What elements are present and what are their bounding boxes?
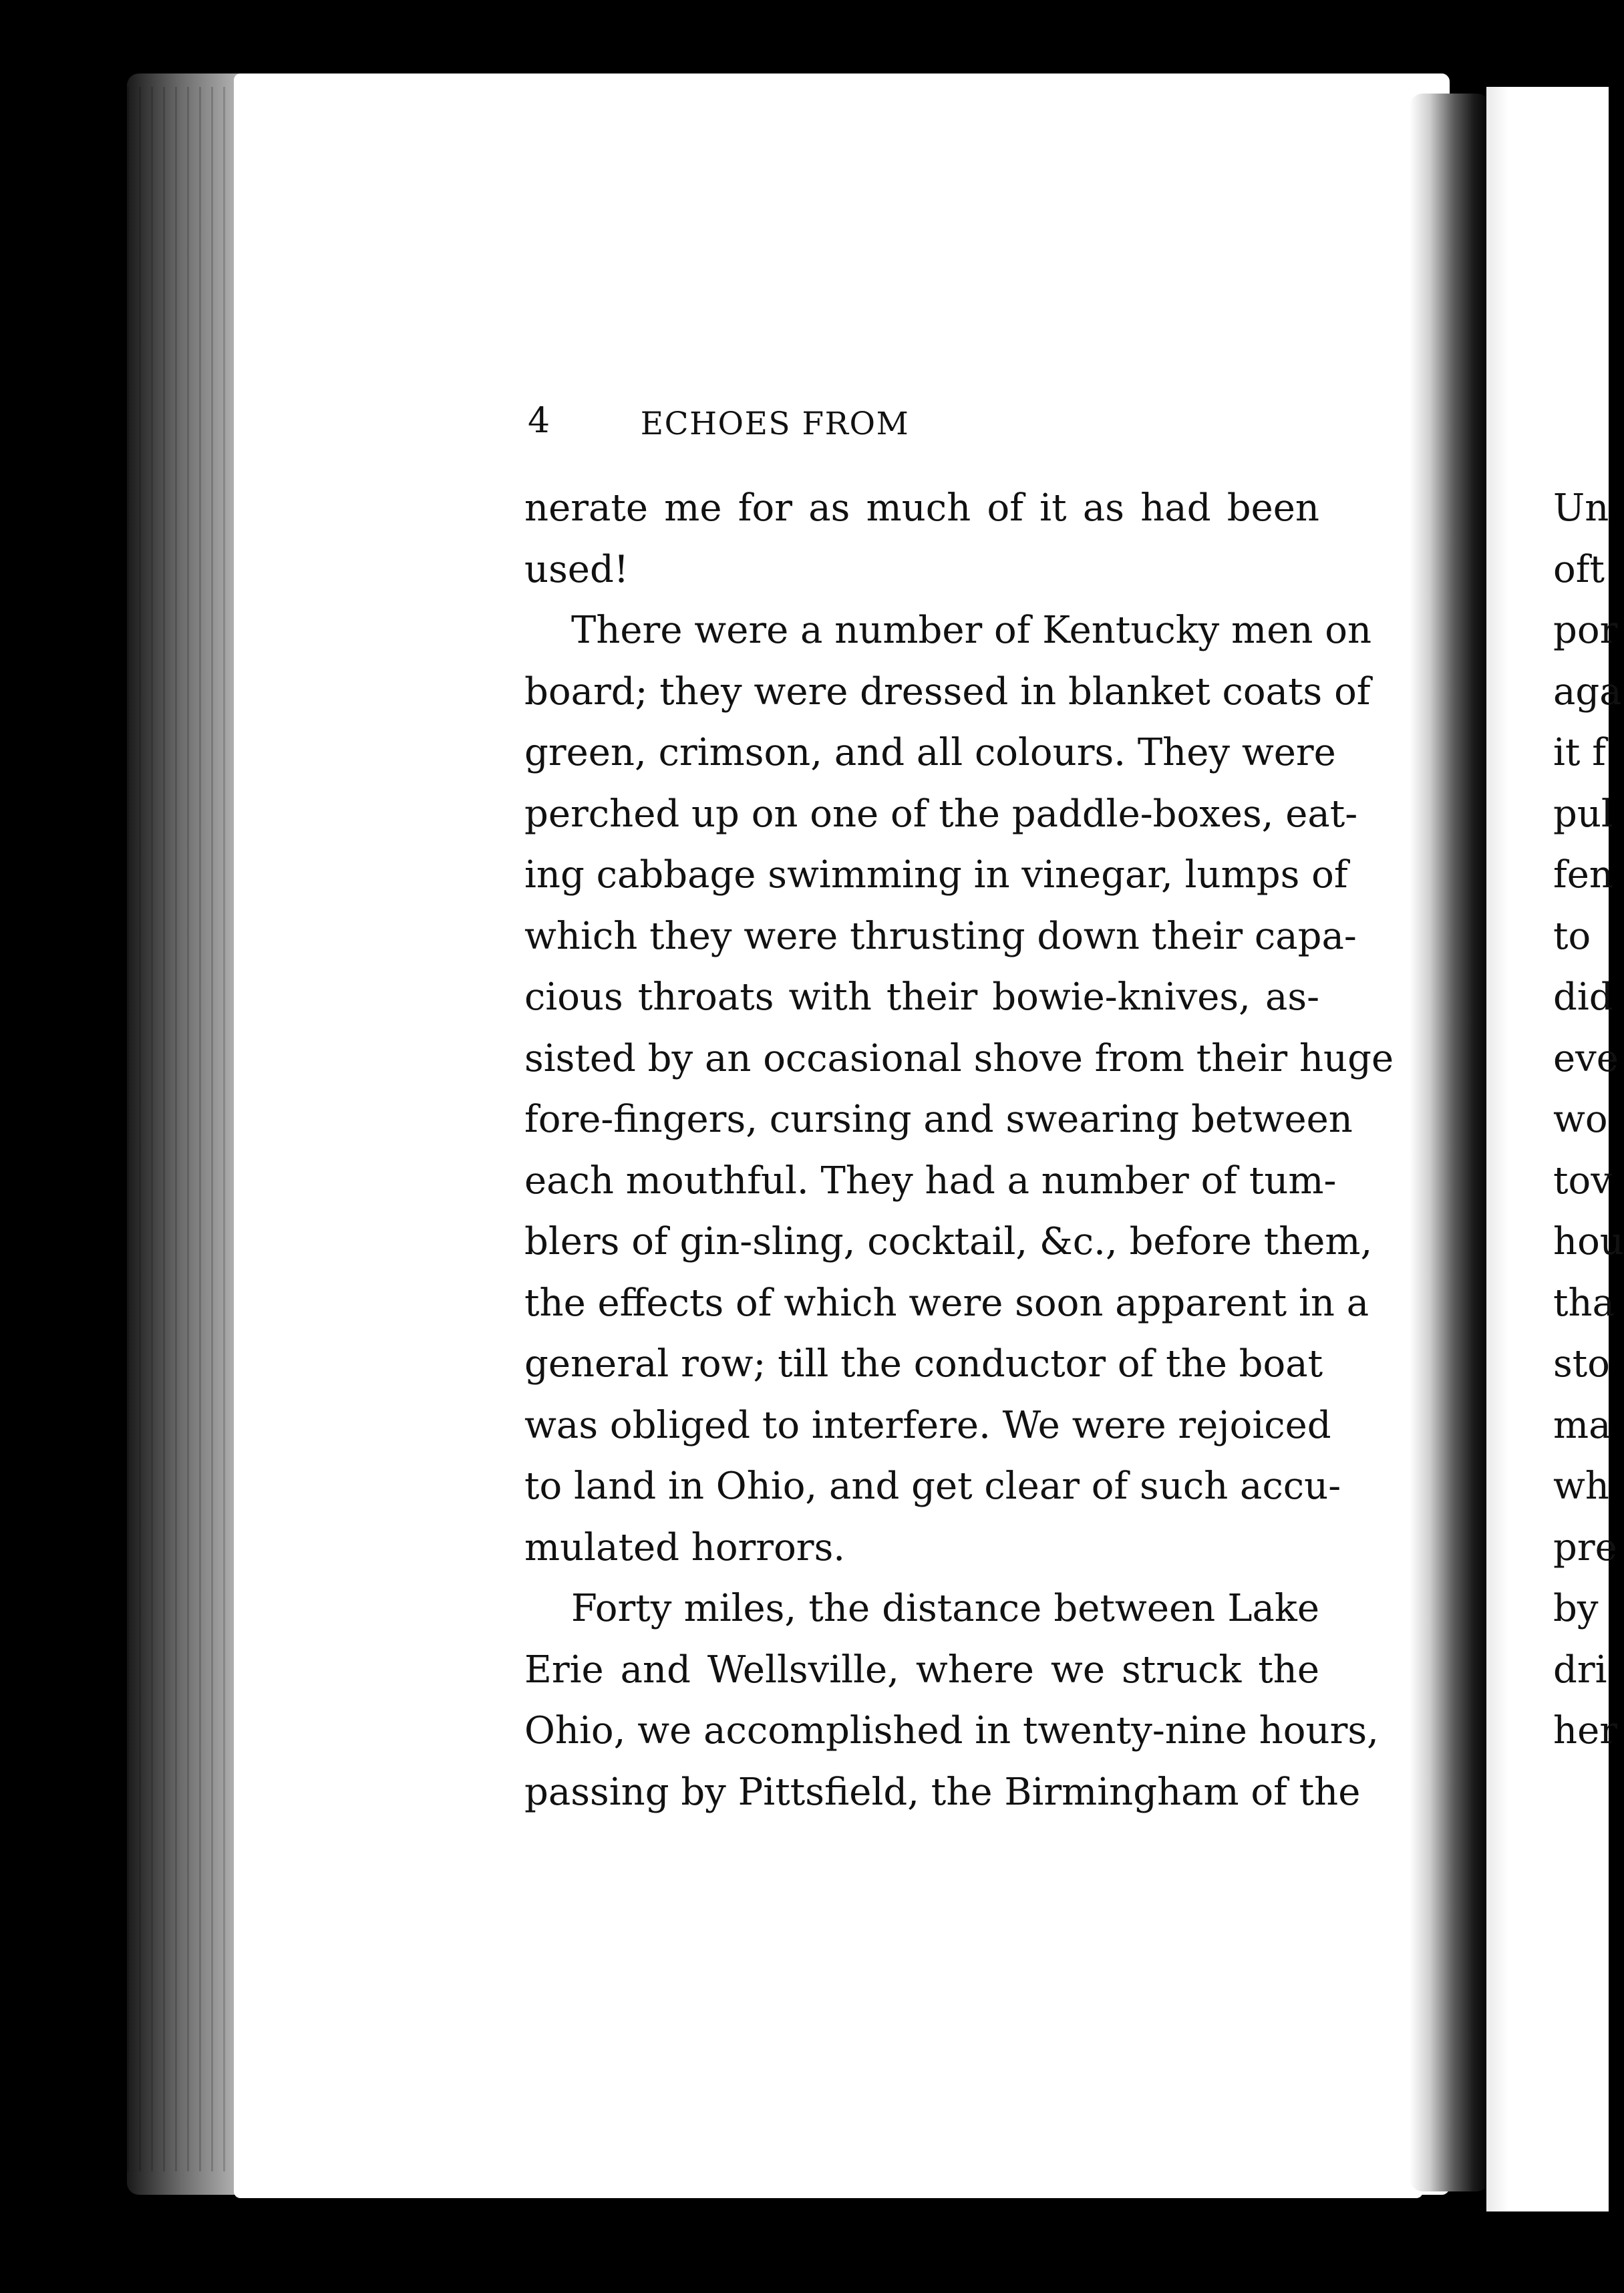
text-line: which they were thrusting down their capa-	[524, 914, 1357, 958]
text-line: Ohio, we accomplished in twenty-nine hours,	[524, 1709, 1379, 1752]
text-line: board; they were dressed in blanket coats of	[524, 669, 1371, 714]
facing-page-line-fragment: dri	[1553, 1648, 1607, 1692]
body-text	[524, 478, 1394, 1823]
text-line: passing by Pittsfield, the Birmingham of the	[524, 1770, 1361, 1814]
facing-page-line-fragment: hou	[1553, 1220, 1624, 1263]
text-line: blers of gin-sling, cocktail, &c., before them,	[524, 1220, 1373, 1263]
facing-page-line-fragment: sto	[1553, 1342, 1610, 1386]
facing-page-line-fragment: Un	[1553, 486, 1609, 530]
facing-page-line-fragment: to	[1553, 914, 1591, 958]
facing-page-line-fragment: pre	[1553, 1525, 1617, 1569]
text-line: was obliged to interfere. We were rejoiced	[524, 1403, 1331, 1447]
book-gutter	[1410, 94, 1490, 2191]
text-line: mulated horrors.	[524, 1525, 846, 1569]
facing-page-line-fragment: her	[1553, 1709, 1617, 1752]
facing-page-line-fragment: oft	[1553, 547, 1605, 591]
facing-page-fragments	[1553, 478, 1624, 1823]
facing-page-line-fragment: tha	[1553, 1281, 1615, 1325]
facing-page-line-fragment: tov	[1553, 1159, 1612, 1203]
facing-page-line-fragment: ma	[1553, 1403, 1611, 1447]
page-number: 4	[528, 401, 550, 441]
facing-page-line-fragment: por	[1553, 609, 1618, 652]
facing-page-line-fragment: eve	[1553, 1036, 1619, 1080]
text-line: cious throats with their bowie-knives, as-	[524, 975, 1319, 1019]
facing-page-line-fragment: by	[1553, 1587, 1599, 1630]
facing-page-line-fragment: wo	[1553, 1098, 1608, 1141]
facing-page-line-fragment: wh	[1553, 1465, 1609, 1508]
text-line: to land in Ohio, and get clear of such accu-	[524, 1465, 1341, 1508]
facing-page-line-fragment: fen	[1553, 853, 1613, 897]
text-line: ing cabbage swimming in vinegar, lumps of	[524, 853, 1348, 897]
running-head: ECHOES FROM	[640, 406, 910, 442]
text-line: Erie and Wellsville, where we struck the	[524, 1648, 1319, 1692]
text-line: green, crimson, and all colours. They were	[524, 731, 1336, 774]
text-line: used!	[524, 547, 629, 591]
text-line: the effects of which were soon apparent in a	[524, 1281, 1369, 1325]
text-line: Forty miles, the distance between Lake	[571, 1587, 1319, 1630]
text-line: fore-fingers, cursing and swearing between	[524, 1098, 1353, 1141]
facing-page-line-fragment: pul	[1553, 792, 1613, 836]
facing-page-line-fragment: aga	[1553, 669, 1622, 714]
facing-page-line-fragment: it f	[1553, 731, 1606, 774]
text-line: general row; till the conductor of the boat	[524, 1342, 1323, 1386]
text-line: each mouthful. They had a number of tum-	[524, 1159, 1337, 1203]
text-line: perched up on one of the paddle-boxes, eat-	[524, 792, 1358, 836]
text-line: nerate me for as much of it as had been	[524, 486, 1319, 530]
text-line: sisted by an occasional shove from their huge	[524, 1036, 1394, 1080]
text-line: There were a number of Kentucky men on	[571, 609, 1372, 652]
facing-page-line-fragment: did	[1553, 975, 1613, 1019]
facing-page-line-fragment	[1553, 1762, 1609, 1823]
